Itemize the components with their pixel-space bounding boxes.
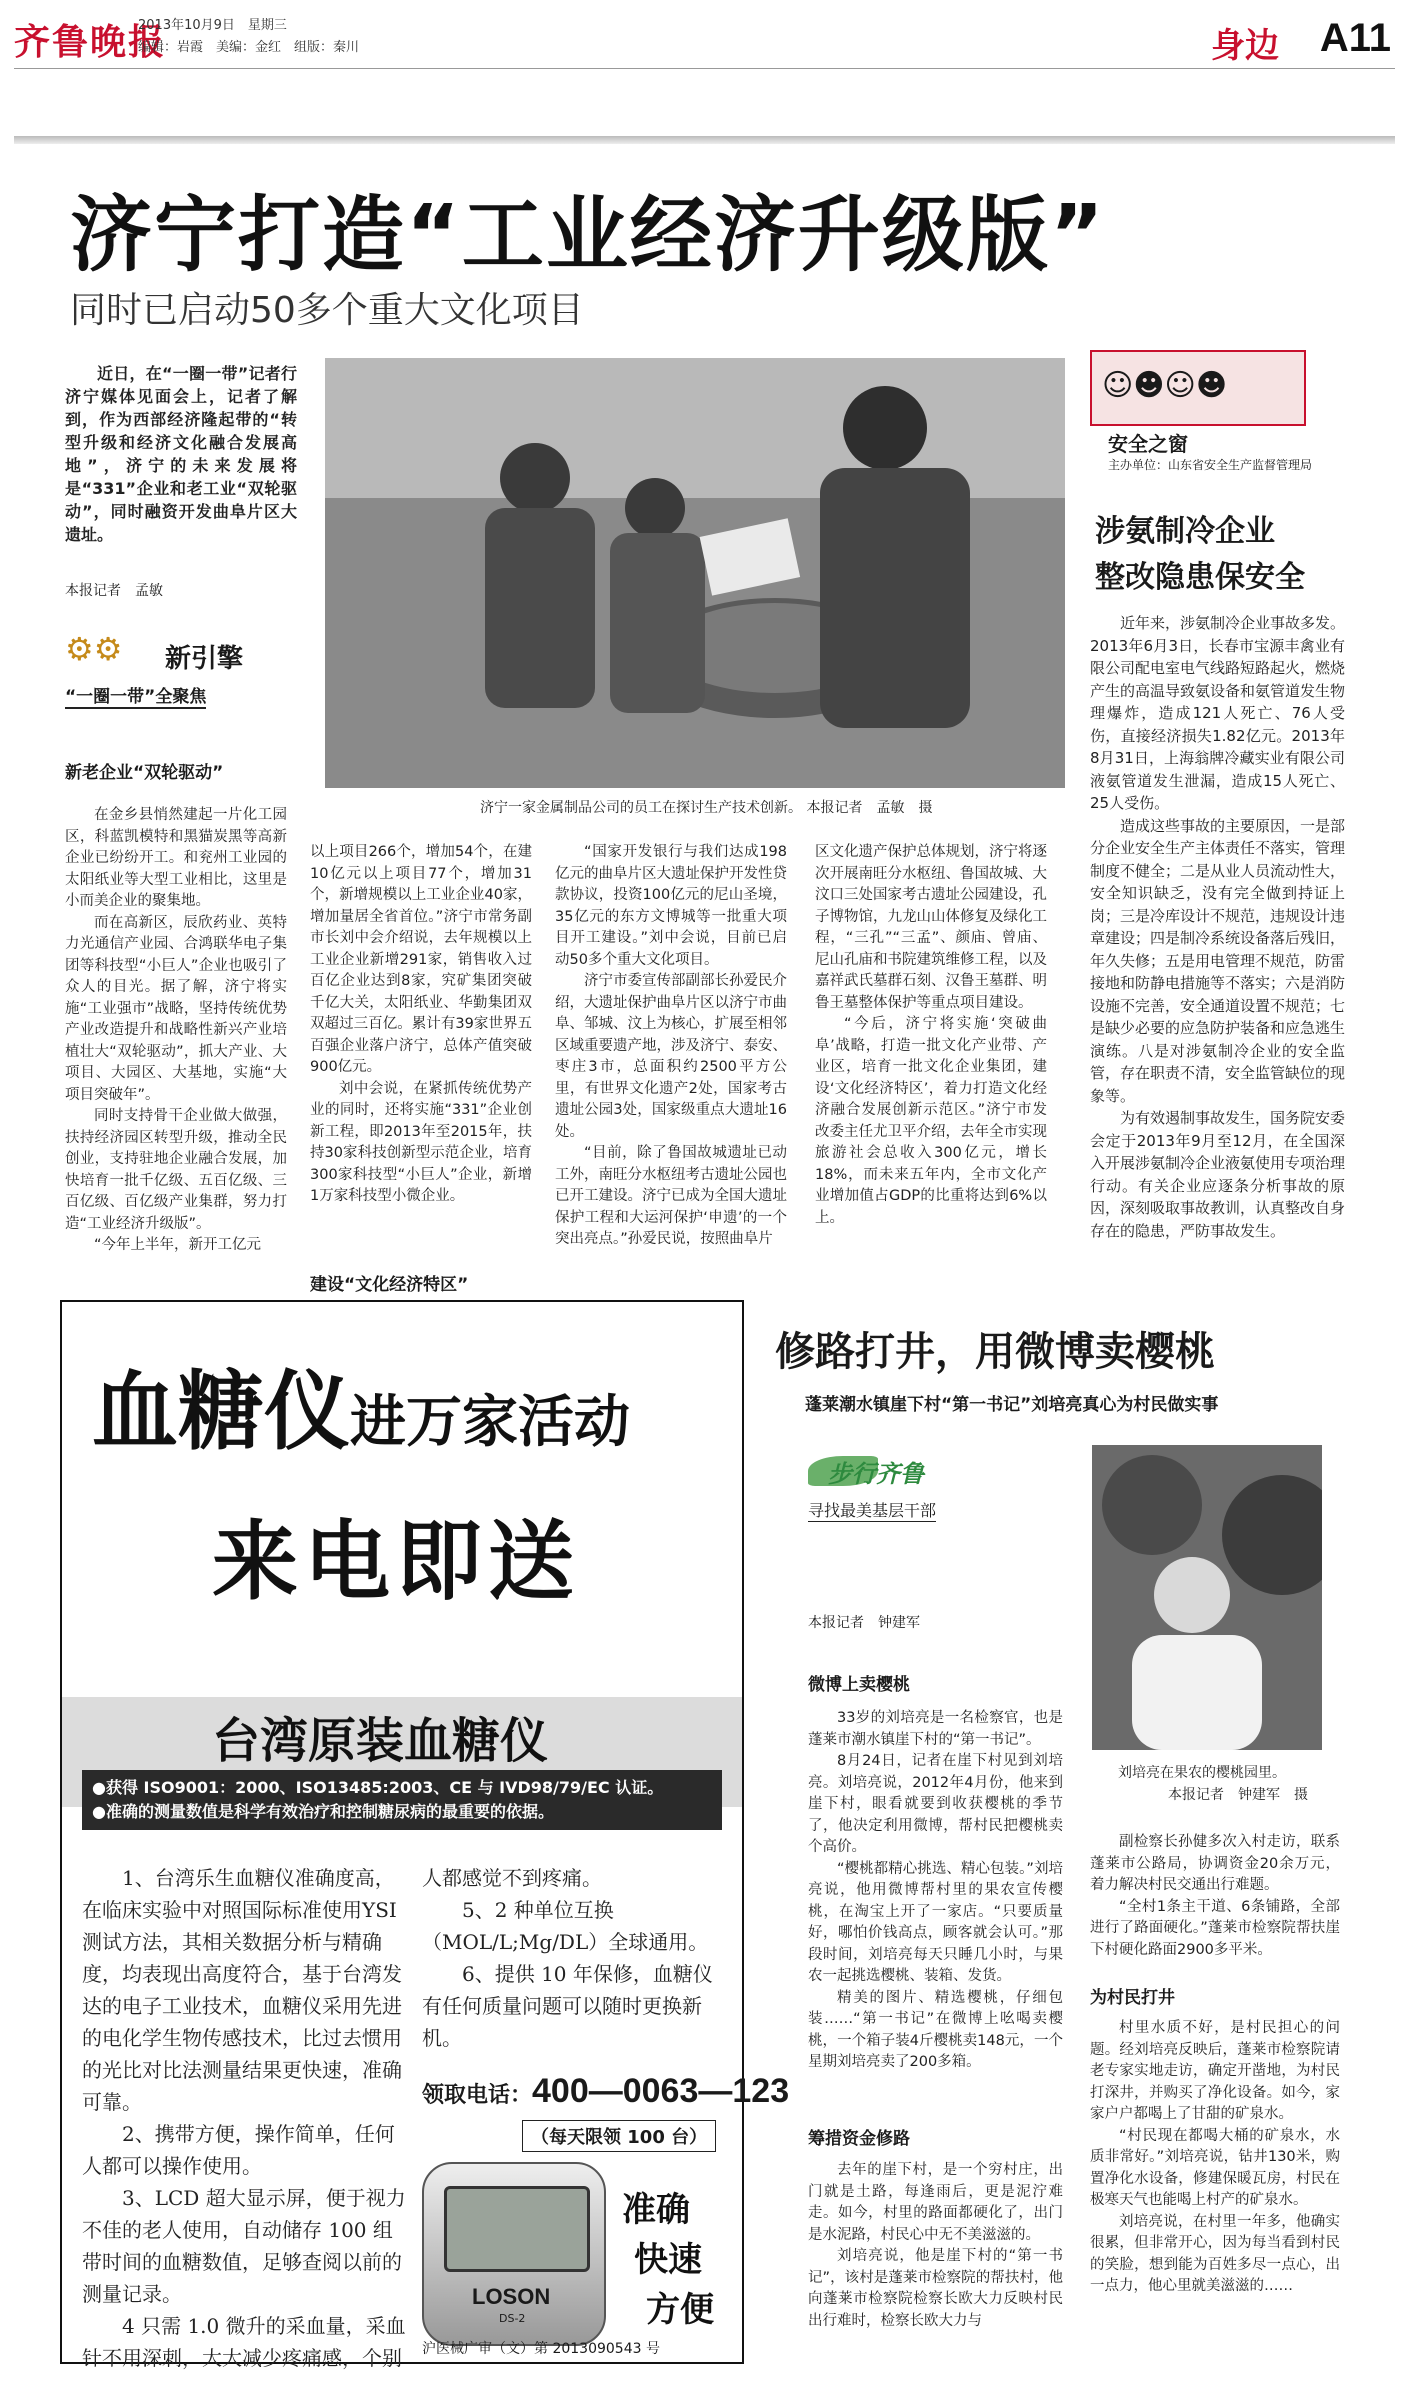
main-photo-caption: 济宁一家金属制品公司的员工在探讨生产技术创新。 本报记者 孟敏 摄 (480, 800, 933, 816)
slogan-accurate: 准确 (622, 2190, 690, 2230)
section-head-well: 为村民打井 (1090, 1988, 1175, 2008)
logo-text: 步行齐鲁 (828, 1460, 924, 1488)
byline: 本报记者 孟敏 (65, 583, 163, 599)
village-col-1a (808, 1708, 1063, 2074)
phone-number[interactable]: 400—0063—123 (532, 2072, 790, 2110)
ad-product-name: 台湾原装血糖仪 (212, 1713, 549, 1769)
lead-text: 近日，在“一圈一带”记者行济宁媒体见面会上，记者了解到，作为西部经济隆起带的“转型升级和经济文化融合发展高地”，济宁的未来发展将是“331”企业和老工业“双轮驱动”，同时融资开发曲阜片区大遗址。 (65, 364, 297, 544)
feature: 5、2 种单位互换（MOL/L;Mg/DL）全球通用。 (422, 1898, 709, 1954)
paragraph: 济宁市委宣传部副部长孙爱民介绍，大遗址保护曲阜片区以济宁市曲阜、邹城、汶上为核心，扩展至相邻区域重要遗产地，涉及济宁、泰安、枣庄3市，总面积约2500平方公里，有世界文化遗产2处，国家考古遗址公园3处，国家级重点大遗址16处。 (555, 973, 787, 1140)
section-name: 身边 (1211, 26, 1279, 66)
safety-banner-title: 安全之窗 (1108, 432, 1188, 456)
portrait-photo (1092, 1445, 1322, 1750)
paragraph: “国家开发银行与我们达成198亿元的曲阜片区大遗址保护开发性贷款协议，投资100亿元的尼山圣境，35亿元的东方文博城等一批重大项目开工建设。”刘中会说，目前已启动50多个重大文化项目。 (555, 844, 787, 968)
cert-line: ●准确的测量数值是科学有效治疗和控制糖尿病的最重要的依据。 (92, 1802, 554, 1821)
feature: 2、携带方便，操作简单，任何人都可以操作使用。 (82, 2122, 395, 2178)
page-headline: 济宁打造“工业经济升级版” (70, 188, 1106, 283)
cert-line: ●获得 ISO9001：2000、ISO13485:2003、CE 与 IVD98/79/EC 认证。 (92, 1778, 664, 1797)
ad-phone-line[interactable] (422, 2072, 789, 2111)
ad-title-line-1 (92, 1342, 630, 1466)
village-col-2a (1090, 1832, 1340, 1961)
paragraph: 而在高新区，辰欣药业、英特力光通信产业园、合鸿联华电子集团等科技型“小巨人”企业也吸引了众人的目光。据了解，济宁将实施“工业强市”战略，坚持传统优势产业改造提升和战略性新兴产业培植壮大“双轮驱动”，抓大产业、大项目、大园区、大基地，实施“大项目突破年”。 (65, 914, 287, 1103)
paragraph: 以上项目266个，增加54个，在建10亿元以上项目77个，增加31个，新增规模以上工业企业40家，增加量居全省首位。”济宁市常务副市长刘中会介绍说，去年规模以上工业企业新增291家，销售收入过百亿企业达到8家，究矿集团突破千亿大关，太阳纸业、华勤集团双双超过三百亿。累计有39家世界五百强企业落户济宁，总体产值突破900亿元。 (310, 844, 532, 1075)
section-head-road: 筹措资金修路 (808, 2129, 910, 2149)
article-col-4 (815, 842, 1047, 1229)
header-band (14, 136, 1395, 144)
paragraph: 副检察长孙健多次入村走访，联系蓬莱市公路局，协调资金20余万元，着力解决村民交通出行难题。 (1090, 1834, 1340, 1893)
paragraph: 去年的崖下村，是一个穷村庄，出门就是土路，每逢雨后，更是泥泞难走。如今，村里的路面都硬化了，出门是水泥路，村民心中无不美滋滋的。 (808, 2162, 1063, 2243)
phone-label: 领取电话： (422, 2082, 533, 2107)
ad-certifications (82, 1770, 722, 1830)
masthead-logo: 齐鲁晚报 (14, 21, 167, 63)
slogan-convenient: 方便 (646, 2290, 714, 2330)
ad-title-small: 进万家活动 (350, 1389, 630, 1455)
daily-limit: （每天限领 100 台） (522, 2120, 716, 2152)
feature: 人都感觉不到疼痛。 (422, 1866, 602, 1890)
topic-badge (65, 630, 285, 710)
safety-headline-1: 涉氨制冷企业 (1095, 514, 1275, 549)
paragraph: “今年上半年，新开工亿元 (94, 1237, 262, 1253)
badge-subtitle: “一圈一带”全聚焦 (65, 682, 206, 709)
ad-approval-number: 沪医械广审（文）第 2013090543 号 (422, 2341, 660, 2357)
ad-title-line-2: 来电即送 (212, 1511, 580, 1612)
article-col-3 (555, 842, 787, 1251)
paragraph: 刘培亮说，在村里一年多，他确实很累，但非常开心，因为每当看到村民的笑脸，想到能为百姓多尽一点心，出一点力，他心里就美滋滋的…… (1090, 2213, 1340, 2294)
badge-title: 新引擎 (165, 644, 244, 674)
paragraph: 33岁的刘培亮是一名检察官，也是蓬莱市潮水镇崖下村的“第一书记”。 (808, 1710, 1063, 1748)
article-col-1 (65, 805, 287, 1257)
paragraph: 近年来，涉氨制冷企业事故多发。2013年6月3日，长春市宝源丰禽业有限公司配电室电气线路短路起火，燃烧产生的高温导致氨设备和氨管道发生物理爆炸，造成121人死亡、76人受伤，直接经济损失1.82亿元。2013年8月31日，上海翁牌冷藏实业有限公司液氨管道发生泄漏，造成15人死亡、25人受伤。 (1090, 614, 1346, 812)
masthead-rule (14, 68, 1395, 69)
village-col-2b (1090, 2018, 1340, 2298)
paragraph: 村里水质不好，是村民担心的问题。经刘培亮反映后，蓬莱市检察院请老专家实地走访，确定开凿地，为村民打深井，并购买了净化设备。如今，家家户户都喝上了甘甜的矿泉水。 (1090, 2020, 1340, 2122)
paragraph: 刘培亮说，他是崖下村的“第一书记”，该村是蓬莱市检察院的帮扶村，他向蓬莱市检察院检察长欧大力反映村民出行难时，检察长欧大力与 (808, 2248, 1063, 2329)
main-photo (325, 358, 1065, 788)
section-head-weibo: 微博上卖樱桃 (808, 1675, 910, 1695)
safety-article (1090, 612, 1345, 1242)
device-screen (444, 2186, 590, 2272)
paragraph: 区文化遗产保护总体规划，济宁将逐次开展南旺分水枢纽、鲁国故城、大汶口三处国家考古遗址公园建设，孔子博物馆，九龙山山体修复及绿化工程，“三孔”“三孟”、颜庙、曾庙、尼山孔庙和书院建筑维修工程，以及嘉祥武氏墓群石刻、汉鲁王墓群、明鲁王墓整体保护等重点项目建设。 (815, 844, 1047, 1011)
ad-features-left (82, 1862, 412, 2374)
glucometer-device (422, 2162, 606, 2346)
village-col-1b (808, 2160, 1063, 2332)
device-brand: LOSON (472, 2284, 551, 2309)
glucometer-ad (60, 1300, 790, 2370)
article-col-2 (310, 842, 532, 1208)
paragraph: “目前，除了鲁国故城遗址已动工外，南旺分水枢纽考古遗址公园也已开工建设。济宁已成为全国大遗址保护工程和大运河保护‘申遗’的一个突出亮点。”孙爱民说，按照曲阜片 (555, 1145, 787, 1247)
device-model: DS-2 (499, 2312, 526, 2325)
workers-illustration (325, 358, 1065, 788)
ad-title-big: 血糖仪 (92, 1361, 350, 1462)
section-head-culture-zone: 建设“文化经济特区” (310, 1275, 469, 1295)
slogan-fast: 快速 (634, 2240, 702, 2280)
paragraph: 8月24日，记者在崖下村见到刘培亮。刘培亮说，2012年4月份，他来到崖下村，眼看就要到收获樱桃的季节了，他决定利用微博，帮村民把樱桃卖个高价。 (808, 1753, 1063, 1855)
feature: 3、LCD 超大显示屏，便于视力不佳的老人使用，自动储存 100 组带时间的血糖数值，足够查阅以前的测量记录。 (82, 2186, 406, 2306)
paragraph: 造成这些事故的主要原因，一是部分企业安全生产主体责任不落实，管理制度不健全；二是从业人员流动性大，安全知识缺乏，没有完全做到持证上岗；三是冷库设计不规范，违规设计违章建设；四是制冷系统设备落后残旧，年久失修；五是用电管理不规范，防雷接地和防静电措施等不落实；六是消防设施不完善，安全通道设置不规范；七是缺少必要的应急防护装备和应急逃生演练。八是对涉氨制冷企业的安全监管，存在职责不清，安全监管缺位的现象等。 (1090, 816, 1346, 1105)
page-subhead: 同时已启动50多个重大文化项目 (70, 290, 584, 331)
village-headline: 修路打井，用微博卖樱桃 (775, 1329, 1215, 1375)
portrait-credit: 本报记者 钟建军 摄 (1168, 1787, 1308, 1803)
safety-headline-2: 整改隐患保安全 (1095, 560, 1305, 595)
paragraph: 刘中会说，在紧抓传统优势产业的同时，还将实施“331”企业创新工程，即2013年至2015年，扶持30家科技创新型示范企业，培育300家科技型“小巨人”企业，新增1万家科技型小微企业。 (310, 1080, 532, 1204)
feature: 6、提供 10 年保修，血糖仪有任何质量问题可以随时更换新机。 (422, 1962, 713, 2050)
paragraph: 精美的图片、精选樱桃，仔细包装……“第一书记”在微博上吆喝卖樱桃，一个箱子装4斤樱桃卖148元，一个星期刘培亮卖了200多箱。 (808, 1989, 1063, 2070)
paragraph: 同时支持骨干企业做大做强，扶持经济园区转型升级，推动全民创业，支持驻地企业融合发展，加快培育一批千亿级、五百亿级、三百亿级、百亿级产业集群，努力打造“工业经济升级版”。 (65, 1108, 287, 1232)
gears-icon: ⚙⚙ (65, 630, 123, 668)
paragraph: “今后，济宁将实施‘突破曲阜’战略，打造一批文化产业带、产业区，培育一批文化企业集团，建设‘文化经济特区’，着力打造文化经济融合发展创新示范区。”济宁市发改委主任尤卫平介绍，去年全市实现旅游社会总收入300亿元，增长18%，而未来五年内，全市文化产业增加值占GDP的比重将达到6%以上。 (815, 1016, 1047, 1226)
section-head-dual-drive: 新老企业“双轮驱动” (65, 763, 224, 783)
portrait-caption: 刘培亮在果农的樱桃园里。 (1118, 1765, 1286, 1781)
page-number: A11 (1319, 16, 1391, 60)
paragraph: 为有效遏制事故发生，国务院安委会定于2013年9月至12月，在全国深入开展涉氨制冷企业液氨使用专项治理行动。有关企业应逐条分析事故的原因，深刻吸取事故教训，认真整改自身存在的隐患，严防事故发生。 (1090, 1109, 1346, 1240)
date-line: 2013年10月9日 星期三 (138, 18, 287, 33)
village-byline: 本报记者 钟建军 (808, 1615, 920, 1631)
people-icon: ☺☻☺☻ (1102, 368, 1228, 403)
paragraph: “樱桃都精心挑选、精心包装。”刘培亮说，他用微博帮村里的果农宣传樱桃，在淘宝上开了一家店。“只要质量好，哪怕价钱高点，顾客就会认可。”那段时间，刘培亮每天只睡几小时，与果农一起挑选樱桃、装箱、发货。 (808, 1860, 1063, 1984)
paragraph: 在金乡县悄然建起一片化工园区，科蓝凯模特和黑猫炭黑等高新企业已纷纷开工。和兖州工业园的太阳纸业等大型工业相比，这里是小而美企业的聚集地。 (65, 807, 287, 909)
staff-line: 编辑：岩霞 美编：金红 组版：秦川 (138, 40, 360, 55)
lead-paragraph (65, 362, 297, 546)
safety-sponsor: 主办单位：山东省安全生产监督管理局 (1108, 458, 1313, 472)
paragraph: “全村1条主干道、6条铺路，全部进行了路面硬化。”蓬莱市检察院帮扶崖下村硬化路面2900多平米。 (1090, 1898, 1340, 1958)
paragraph: “村民现在都喝大桶的矿泉水，水质非常好。”刘培亮说，钻井130米，购置净化水设备，修建保暖瓦房，村民在极寒天气也能喝上村产的矿泉水。 (1090, 2127, 1340, 2208)
feature: 4 只需 1.0 微升的采血量，采血针不用深刺，大大减少疼痛感，个别 (82, 2314, 406, 2370)
ad-features-right (422, 1862, 722, 2054)
column-logo (808, 1440, 1008, 1520)
logo-subtitle: 寻找最美基层干部 (808, 1498, 936, 1522)
safety-banner-art (1090, 350, 1306, 426)
portrait-illustration (1092, 1445, 1322, 1750)
village-subhead: 蓬莱潮水镇崖下村“第一书记”刘培亮真心为村民做实事 (805, 1395, 1219, 1415)
feature: 1、台湾乐生血糖仪准确度高，在临床实验中对照国际标准使用YSI测试方法，其相关数据分析与精确度，均表现出高度符合，基于台湾发达的电子工业技术，血糖仪采用先进的电化学生物传感技术，比过去惯用的光比对比法测量结果更快速，准确可靠。 (82, 1866, 402, 2114)
